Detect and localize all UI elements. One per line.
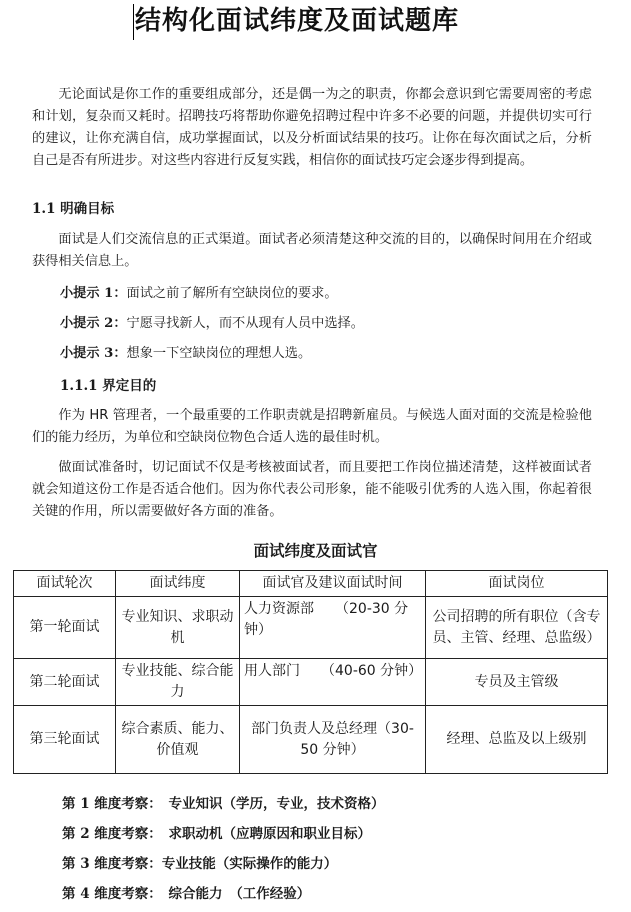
tip-2 (60, 314, 364, 334)
section-1-1-paragraph: 面试是人们交流信息的正式渠道。面试者必须清楚这种交流的目的，以确保时间用在介绍或获得相关信息上。 (32, 232, 592, 269)
round-cell: 第三轮面试 (14, 706, 116, 774)
dimension-cell: 专业知识、求职动机 (116, 597, 240, 659)
header-cell: 面试轮次 (14, 571, 116, 597)
positions-cell: 专员及主管级 (426, 659, 608, 706)
round-cell: 第二轮面试 (14, 659, 116, 706)
dimension-line-2: 第 2 维度考察： 求职动机（应聘原因和职业目标） (62, 826, 372, 842)
positions-cell: 经理、总监及以上级别 (426, 706, 608, 774)
tip-text: 想象一下空缺岗位的理想人选。 (126, 346, 312, 361)
header-cell: 面试纬度 (116, 571, 240, 597)
header-cell: 面试岗位 (426, 571, 608, 597)
table-caption: 面试纬度及面试官 (253, 541, 378, 560)
tip-label: 小提示 2： (60, 316, 127, 331)
intro-paragraph: 无论面试是你工作的重要组成部分，还是偶一为之的职责，你都会意识到它需要周密的考虑和计划，复杂而又耗时。招聘技巧将帮助你避免招聘过程中许多不必要的问题，并提供切实可行的建议，让你充满自信，成功掌握面试，以及分析面试结果的技巧。让你在每次面试之后，分析自己是否有所进步。对这些内容进行反复实践，相信你的面试技巧定会逐步得到提高。 (32, 87, 592, 168)
text-cursor (133, 4, 134, 40)
tip-label: 小提示 1： (60, 286, 127, 301)
interview-table (13, 570, 608, 774)
section-1-1-1-paragraph-1: 作为 HR 管理者，一个最重要的工作职责就是招聘新雇员。与候选人面对面的交流是检验他们的能力经历，为单位和空缺岗位物色合适人选的最佳时机。 (32, 408, 592, 445)
interviewer-cell: 人力资源部 （20-30 分钟） (240, 597, 426, 659)
tip-3 (60, 344, 311, 364)
document-title: 结构化面试纬度及面试题库 (135, 6, 460, 36)
tip-text: 宁愿寻找新人，而不从现有人员中选择。 (126, 316, 364, 331)
tip-1 (60, 284, 338, 304)
dimension-cell: 综合素质、能力、价值观 (116, 706, 240, 774)
table-row (14, 659, 608, 706)
tip-label: 小提示 3： (60, 346, 127, 361)
table-row (14, 597, 608, 659)
dimension-line-3: 第 3 维度考察：专业技能（实际操作的能力） (62, 856, 338, 872)
tip-text: 面试之前了解所有空缺岗位的要求。 (126, 286, 338, 301)
positions-cell: 公司招聘的所有职位（含专员、主管、经理、总监级） (426, 597, 608, 659)
table-header-row (14, 571, 608, 597)
section-heading-1-1-1: 1.1.1 界定目的 (60, 378, 157, 394)
interviewer-cell: 用人部门 （40-60 分钟） (240, 659, 426, 706)
header-cell: 面试官及建议面试时间 (240, 571, 426, 597)
round-cell: 第一轮面试 (14, 597, 116, 659)
section-1-1-1-paragraph-2: 做面试准备时，切记面试不仅是考核被面试者，而且要把工作岗位描述清楚，这样被面试者就会知道这份工作是否适合他们。因为你代表公司形象，能不能吸引优秀的人选入围，你起着很关键的作用，所以需要做好各方面的准备。 (32, 460, 592, 519)
dimension-line-4: 第 4 维度考察： 综合能力 （工作经验） (62, 886, 311, 902)
section-heading-1-1: 1.1 明确目标 (32, 201, 115, 217)
dimension-line-1: 第 1 维度考察： 专业知识（学历，专业，技术资格） (62, 796, 385, 812)
interviewer-cell: 部门负责人及总经理（30-50 分钟） (240, 706, 426, 774)
table-row (14, 706, 608, 774)
dimension-cell: 专业技能、综合能力 (116, 659, 240, 706)
